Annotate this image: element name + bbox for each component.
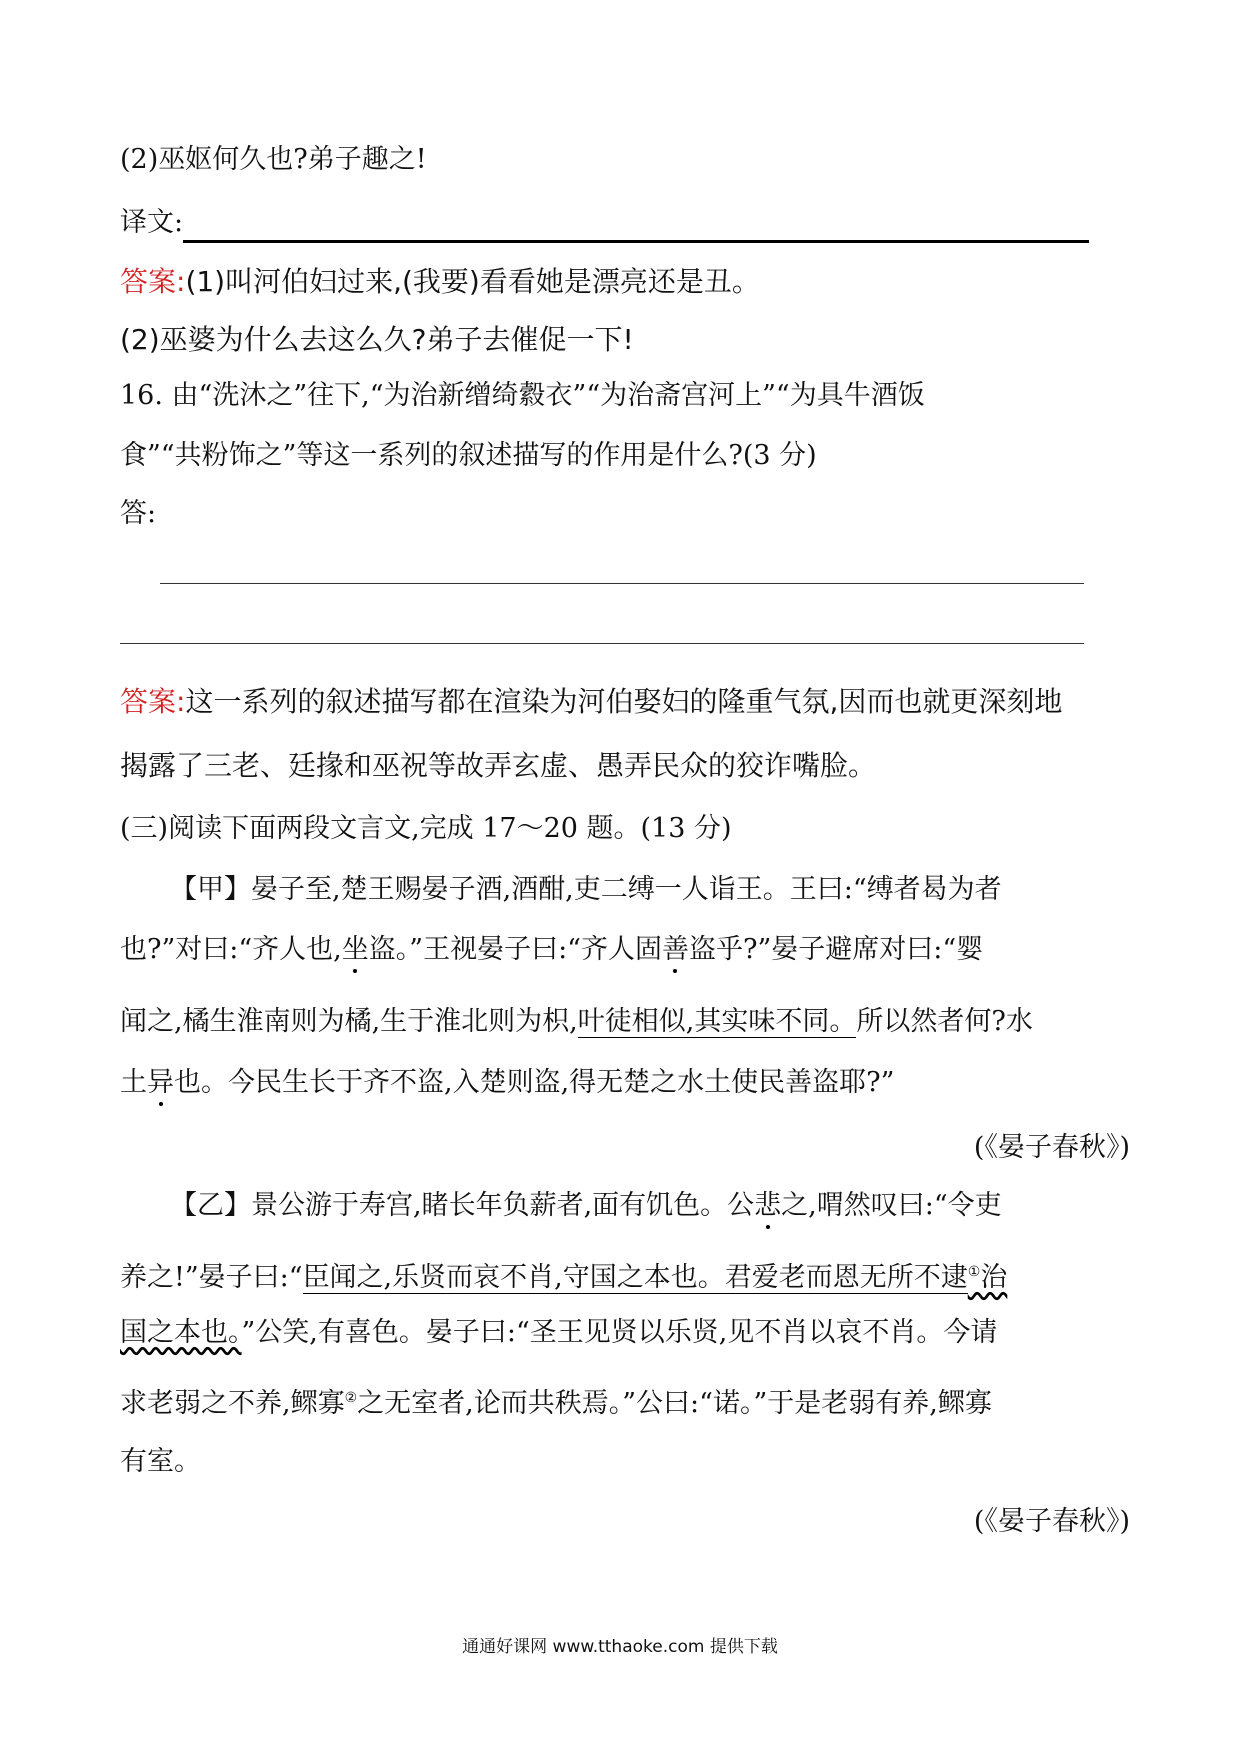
answer-label: 答案: — [120, 265, 186, 298]
passage-b-text: ”公笑,有喜色。晏子曰:“圣王见贤以乐贤,见不肖以哀不肖。今请 — [241, 1317, 998, 1348]
passage-a-source: (《晏子春秋》) — [973, 1132, 1130, 1163]
passage-a-text: 土 — [120, 1067, 147, 1098]
passage-b-text: 治 — [980, 1262, 1008, 1293]
passage-b-text: 之无室者,论而共秩焉。”公曰:“诺。”于是老弱有养,鳏寡 — [357, 1388, 992, 1419]
emphasized-word-yi: 异 — [147, 1067, 174, 1098]
footnote-marker-2: ② — [344, 1390, 358, 1406]
passage-b-line2 — [120, 1252, 1007, 1298]
emphasized-word-zuo: 坐 — [341, 934, 369, 965]
passage-b-line5: 有室。 — [120, 1446, 201, 1477]
passage-a-text: 盗。”王视晏子曰:“齐人固 — [368, 934, 662, 965]
answer-16-text1: 这一系列的叙述描写都在渲染为河伯娶妇的隆重气氛,因而也就更深刻地 — [185, 685, 1063, 718]
passage-b-text: 求老弱之不养,鳏寡 — [120, 1388, 345, 1419]
passage-b-line3 — [120, 1313, 997, 1353]
wavy-underlined-text — [968, 1262, 1008, 1293]
answer-16-line2: 揭露了三老、廷掾和巫祝等故弄玄虚、愚弄民众的狡诈嘴脸。 — [120, 749, 877, 782]
answer-15-line1 — [120, 262, 760, 302]
passage-a-text: 也。今民生长于齐不盗,入楚则盗,得无楚之水土使民善盗耶?” — [174, 1067, 895, 1098]
passage-b-line1 — [170, 1186, 1002, 1226]
translation-row — [120, 203, 1089, 243]
answer-15-text1: (1)叫河伯妇过来,(我要)看看她是漂亮还是丑。 — [185, 265, 760, 298]
passage-a-line2 — [120, 930, 983, 970]
passage-b-line4 — [120, 1378, 992, 1424]
footnote-marker-1: ① — [967, 1264, 981, 1280]
question-15-2: (2)巫妪何久也?弟子趣之! — [120, 144, 427, 175]
passage-a-line4 — [120, 1063, 894, 1103]
footer-credit: 通通好课网 www.tthaoke.com 提供下载 — [462, 1637, 778, 1657]
passage-a-line3 — [120, 1002, 1033, 1042]
underlined-sentence: 叶徒相似,其实味不同。 — [577, 1006, 857, 1037]
question-16-line1: 16. 由“洗沐之”往下,“为治新缯绮縠衣”“为治斋宫河上”“为具牛酒饭 — [120, 380, 925, 411]
translation-label: 译文: — [120, 207, 184, 238]
translation-blank — [183, 210, 1089, 243]
passage-b-source: (《晏子春秋》) — [973, 1506, 1130, 1537]
passage-b-text: 【乙】景公游于寿宫,睹长年负薪者,面有饥色。公 — [170, 1190, 755, 1221]
answer-16-line1 — [120, 682, 1062, 722]
section-3-heading: (三)阅读下面两段文言文,完成 17～20 题。(13 分) — [120, 813, 732, 844]
answer-blank-line1 — [160, 583, 1084, 584]
emphasized-word-shan: 善 — [661, 934, 689, 965]
answer-label: 答案: — [120, 685, 186, 718]
answer-15-line2: (2)巫婆为什么去这么久?弟子去催促一下! — [120, 323, 634, 356]
passage-a-line1: 【甲】晏子至,楚王赐晏子酒,酒酣,吏二缚一人诣王。王曰:“缚者曷为者 — [170, 874, 1002, 905]
underlined-sentence: 臣闻之,乐贤而哀不肖,守国之本也。君爱老而恩无所不逮 — [302, 1262, 968, 1293]
answer-prompt: 答: — [120, 498, 157, 529]
passage-b-text: 之,喟然叹曰:“令吏 — [781, 1190, 1002, 1221]
wavy-underlined-text: 国之本也。 — [120, 1317, 242, 1348]
emphasized-word-bei: 悲 — [754, 1190, 782, 1221]
answer-blank-line2 — [120, 643, 1084, 644]
passage-b-text: 养之!”晏子曰:“ — [120, 1262, 303, 1293]
passage-a-text: 也?”对曰:“齐人也, — [120, 934, 342, 965]
question-16-line2: 食”“共粉饰之”等这一系列的叙述描写的作用是什么?(3 分) — [120, 440, 817, 471]
passage-a-text: 闻之,橘生淮南则为橘,生于淮北则为枳, — [120, 1006, 578, 1037]
passage-a-text: 盗乎?”晏子避席对曰:“婴 — [688, 934, 984, 965]
passage-a-text: 所以然者何?水 — [856, 1006, 1033, 1037]
